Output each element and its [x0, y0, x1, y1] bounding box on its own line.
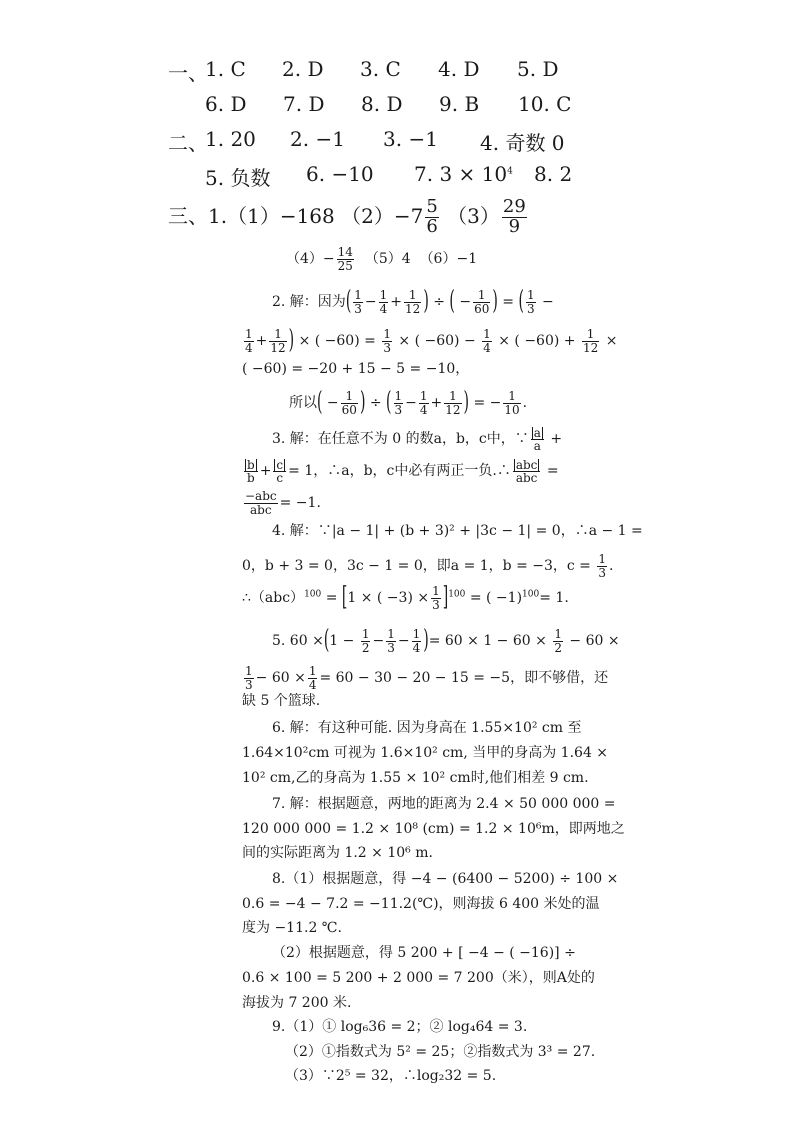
paren-close: )	[288, 324, 295, 356]
frac-den: a	[533, 438, 541, 453]
q5-line3: 缺 5 个篮球.	[242, 693, 321, 709]
frac-num	[531, 426, 544, 440]
q8-line3: 度为 −11.2 ℃.	[242, 920, 342, 936]
answer-2-8: 8. 2	[534, 162, 573, 186]
q4-abc: ∴（abc）	[242, 590, 305, 607]
frac-den: 4	[379, 301, 388, 316]
q2-conclusion: 所以	[289, 395, 317, 412]
frac-num: 1	[483, 327, 491, 341]
frac-num: 1	[245, 664, 253, 678]
frac-1-4	[244, 328, 254, 354]
frac-1-4	[412, 628, 422, 654]
abs-abc: abc	[515, 457, 538, 472]
frac-den: 12	[445, 402, 461, 417]
q4-line1-end: = 0，∴a − 1 =	[535, 523, 643, 539]
frac-num: 1	[412, 627, 421, 641]
frac-1-10	[503, 390, 520, 416]
q2-line2: $\frac{1}{4}$ + $\frac{1}{12}$ ) × ( −60) = $\frac{1}{3}$ × ( −60) − $\frac{1}{4}$ × ( −60) + $\frac{1}{12}$ ×	[245, 324, 618, 356]
q5-expand2: − 60 ×	[569, 633, 620, 650]
q8-line5: 0.6 × 100 = 5 200 + 2 000 = 7 200（米），则A处的	[242, 970, 595, 986]
frac-1-3	[244, 665, 254, 691]
paren-close: )	[463, 386, 470, 418]
q4-line2-text: 0，b + 3 = 0，3c − 1 = 0，即a = 1，b = −3，c =	[242, 558, 591, 575]
answer-2-1: 1. 20	[205, 127, 256, 151]
paren-open: (	[323, 624, 330, 656]
section3-q1-row1	[168, 198, 529, 237]
abs-c: c	[276, 457, 284, 472]
frac-den: 4	[412, 640, 421, 655]
q4-neg1: = ( −1)	[469, 590, 523, 607]
section3-q1-row2	[286, 246, 477, 272]
frac-den: 12	[405, 301, 421, 316]
frac-den: 2	[361, 640, 370, 655]
answer-2-5: 5. 负数	[205, 166, 271, 190]
frac-1-12	[404, 289, 421, 315]
frac-num: 1	[554, 627, 562, 641]
frac-1-3	[526, 289, 536, 315]
paren-close: )	[423, 285, 429, 317]
answer-1-3: 3. C	[360, 57, 401, 81]
frac-den: 4	[308, 677, 317, 692]
frac-1-3	[394, 390, 404, 416]
q4-line3: ∴（abc）$^{100}$ = [1 × ( −3) × $\frac{1}{3}$ ]$^{100}$ = ( −1)$^{100}$= 1.	[242, 581, 569, 613]
q5-line1: 5. 60 ×(1 − $\frac{1}{2}$ − $\frac{1}{3}$ − $\frac{1}{4}$ )= 60 × 1 − 60 × $\frac{1}{2}$ − 60 ×	[272, 624, 620, 656]
frac-abs-c-over-c	[273, 458, 286, 484]
frac-den: b	[247, 470, 255, 485]
frac-1-60	[473, 289, 490, 315]
q1-part1: （1）−168	[227, 203, 335, 228]
frac-1-3	[382, 328, 392, 354]
q8-line2: 0.6 = −4 − 7.2 = −11.2(℃)，则海拔 6 400 米处的温	[242, 896, 600, 912]
answer-2-6: 6. −10	[306, 162, 374, 186]
q7-line1: 7. 解：根据题意，两地的距离为 2.4 × 50 000 000 =	[272, 796, 616, 812]
q2-intro: 2. 解：因为	[272, 294, 346, 311]
answer-1-1: 1. C	[205, 57, 246, 81]
frac-num: 5	[426, 196, 438, 217]
frac-den: 3	[432, 597, 440, 612]
frac-1-2	[553, 628, 563, 654]
exp-100: 100	[304, 589, 322, 600]
exp-100: 100	[448, 589, 466, 600]
bracket-close: ]	[442, 581, 449, 613]
frac-num: 1	[404, 289, 421, 303]
frac-num: 1	[419, 389, 428, 403]
frac-den: abc	[250, 502, 272, 517]
paren-close: )	[492, 285, 498, 317]
frac-num: 1	[379, 288, 388, 302]
q3-result: = −1.	[279, 495, 321, 512]
frac-1-12	[269, 328, 286, 354]
frac-1-3	[386, 628, 396, 654]
paren-open: (	[449, 285, 455, 317]
frac-den: 3	[245, 677, 253, 692]
frac-num: 1	[387, 627, 395, 641]
bracket-open: [	[341, 581, 348, 613]
answer-2-4: 4. 奇数 0	[480, 131, 565, 155]
frac-den: 12	[270, 340, 286, 355]
paren-close: )	[359, 386, 366, 418]
q2-line1: 2. 解：因为( $\frac{1}{3}$ − $\frac{1}{4}$ + $\frac{1}{12}$ ) ÷ ( − $\frac{1}{60}$ ) = ( $\frac{1}{3}$ −	[272, 285, 554, 317]
frac-num: 1	[526, 288, 535, 302]
paren-open: (	[345, 285, 352, 317]
frac-den: 4	[419, 402, 428, 417]
q4-intro: 4. 解：∵	[272, 523, 332, 539]
frac-den: 10	[504, 402, 520, 417]
answer-2-2: 2. −1	[290, 127, 345, 151]
answer-2-7-exp: 4	[507, 166, 513, 177]
q3-middle: = 1，∴a，b，c中必有两正一负.∴	[288, 463, 511, 480]
frac-1-4	[379, 289, 389, 315]
answer-2-3: 3. −1	[383, 127, 438, 151]
frac-den: 3	[394, 402, 403, 417]
frac-den: 3	[383, 340, 391, 355]
q6-line1: 6. 解：有这种可能. 因为身高在 1.55×10² cm 至	[272, 720, 582, 736]
q1-part3: （3）	[447, 203, 500, 228]
frac-num: 1	[582, 328, 599, 342]
frac-num: 1	[383, 327, 391, 341]
q5-intro: 5. 60 ×	[272, 633, 324, 650]
q2-line3: ( −60) = −20 + 15 − 5 = −10，	[242, 361, 470, 377]
q1-part3-fraction	[502, 198, 527, 237]
frac-negabc-over-abc	[244, 490, 278, 516]
frac-num: 1	[269, 328, 286, 342]
q4-product: 1 × ( −3) ×	[347, 590, 430, 607]
q9-line2: （2）①指数式为 5² = 25；②指数式为 3³ = 27.	[285, 1044, 596, 1060]
frac-num: 1	[503, 390, 520, 404]
frac-1-4	[419, 390, 429, 416]
q5-result: = 60 − 30 − 20 − 15 = −5，即不够借，还	[319, 670, 609, 687]
frac-abs-b-over-b	[244, 458, 258, 484]
frac-num: 1	[394, 389, 403, 403]
q6-line2: 1.64×10²cm 可视为 1.6×10² cm, 当甲的身高为 1.64 ×	[242, 745, 609, 761]
q1-part4: （4）−	[286, 251, 335, 268]
frac-den: 60	[341, 402, 357, 417]
answer-1-10: 10. C	[518, 92, 572, 116]
section1-mark: 一、	[168, 61, 208, 85]
answer-1-6: 6. D	[205, 92, 247, 116]
frac-num: 14	[337, 245, 353, 259]
q4-line2: 0，b + 3 = 0，3c − 1 = 0，即a = 1，b = −3，c = $\frac{1}{3}$ .	[242, 552, 614, 580]
frac-num: 1	[341, 390, 358, 404]
frac-1-12	[444, 390, 461, 416]
section3-mark: 三、	[168, 203, 208, 228]
frac-den: 2	[554, 640, 562, 655]
frac-den: c	[276, 470, 284, 485]
frac-num: 29	[502, 196, 526, 217]
q1-part2: （2）−7	[341, 203, 424, 228]
frac-den: 6	[426, 215, 438, 237]
frac-num: 1	[432, 584, 440, 598]
paren-open: (	[518, 285, 524, 317]
section2-mark: 二、	[168, 131, 208, 155]
frac-num: 1	[598, 552, 606, 566]
frac-1-60	[341, 390, 358, 416]
abs-b: b	[247, 457, 255, 472]
q8-line4: （2）根据题意，得 5 200 + [ −4 − ( −16)] ÷	[272, 945, 576, 961]
answer-2-7	[414, 162, 513, 186]
q3-intro: 3. 解：在任意不为 0 的数a，b，c中，∵	[272, 431, 529, 448]
q9-line1: 9.（1）① log₆36 = 2；② log₄64 = 3.	[272, 1019, 528, 1035]
frac-den: 25	[337, 258, 353, 273]
frac-num: 1	[354, 288, 362, 302]
frac-num: −abc	[245, 489, 277, 503]
frac-1-12	[582, 328, 599, 354]
frac-den: 3	[354, 301, 362, 316]
frac-den: 60	[474, 301, 490, 316]
frac-abs-abc-over-abc	[513, 458, 541, 484]
frac-1-3	[353, 289, 363, 315]
frac-1-3	[431, 585, 441, 611]
frac-den: abc	[515, 470, 538, 485]
frac-1-2	[361, 628, 371, 654]
frac-num	[513, 458, 541, 472]
q3-line2: $\frac{b}{b}$ + $\frac{c}{c}$ = 1，∴a，b，c中必有两正一负.∴ $\frac{\text{abc}}{\text{abc}}$ =	[242, 458, 559, 484]
answer-1-7: 7. D	[283, 92, 325, 116]
q1-part2-fraction	[425, 198, 438, 237]
frac-den: 3	[387, 640, 395, 655]
q7-line3: 间的实际距离为 1.2 × 10⁶ m.	[242, 845, 433, 861]
frac-num	[273, 458, 286, 472]
q5-line2: $\frac{1}{3}$ − 60 × $\frac{1}{4}$ = 60 − 30 − 20 − 15 = −5，即不够借，还	[245, 664, 609, 692]
q9-line3: （3）∵2⁵ = 32，∴log₂32 = 5.	[285, 1068, 497, 1084]
answer-1-5: 5. D	[517, 57, 559, 81]
frac-num: 1	[444, 390, 461, 404]
answer-1-2: 2. D	[282, 57, 324, 81]
frac-den: 4	[483, 340, 491, 355]
frac-num: 1	[473, 289, 490, 303]
frac-den: 12	[582, 340, 599, 355]
frac-num: 1	[308, 664, 317, 678]
q6-line3: 10² cm,乙的身高为 1.55 × 10² cm时,他们相差 9 cm.	[242, 770, 589, 786]
frac-den: 9	[508, 215, 521, 237]
q4-line1: 4. 解：∵|a − 1| + (b + 3)² + |3c − 1| = 0，∴a − 1 =	[272, 523, 643, 539]
frac-num	[244, 458, 258, 472]
frac-1-4	[308, 665, 318, 691]
q1-part5: （5）4	[364, 251, 411, 268]
q3-line3	[242, 490, 321, 516]
frac-1-4	[482, 328, 492, 354]
frac-abs-a-over-a	[531, 426, 544, 452]
paren-close: )	[423, 624, 429, 656]
frac-num: 1	[245, 327, 253, 341]
exp-100: 100	[522, 589, 540, 600]
frac-num: 1	[361, 627, 370, 641]
q8-line6: 海拔为 7 200 米.	[242, 995, 352, 1011]
frac-den: 3	[526, 301, 535, 316]
q1-label: 1.	[208, 203, 228, 228]
abs-a: a	[533, 425, 541, 440]
frac-den: 3	[598, 565, 606, 580]
answer-1-9: 9. B	[439, 92, 480, 116]
q4-result: = 1.	[539, 590, 569, 607]
q3-line1: 3. 解：在任意不为 0 的数a，b，c中，∵ $\frac{a}{a}$ +	[272, 425, 563, 453]
paren-open: (	[317, 386, 323, 418]
q8-line1: 8.（1）根据题意，得 −4 − (6400 − 5200) ÷ 100 ×	[272, 871, 619, 887]
answer-2-7-base: 7. 3 × 10	[414, 162, 508, 186]
q2-line4: 所以( − $\frac{1}{60}$ ) ÷ ( $\frac{1}{3}$ − $\frac{1}{4}$ + $\frac{1}{12}$ ) = − $\frac{1}{10}$ .	[289, 386, 528, 418]
q5-expand: = 60 × 1 − 60 ×	[428, 633, 547, 650]
q1-part4-fraction	[337, 246, 354, 272]
q1-part6: （6）−1	[419, 251, 478, 268]
q7-line2: 120 000 000 = 1.2 × 10⁸ (cm) = 1.2 × 10⁶m，即两地之	[242, 821, 625, 837]
paren-open: (	[386, 386, 392, 418]
frac-1-3	[597, 553, 607, 579]
answer-1-4: 4. D	[438, 57, 480, 81]
frac-den: 4	[245, 340, 253, 355]
answer-1-8: 8. D	[361, 92, 403, 116]
